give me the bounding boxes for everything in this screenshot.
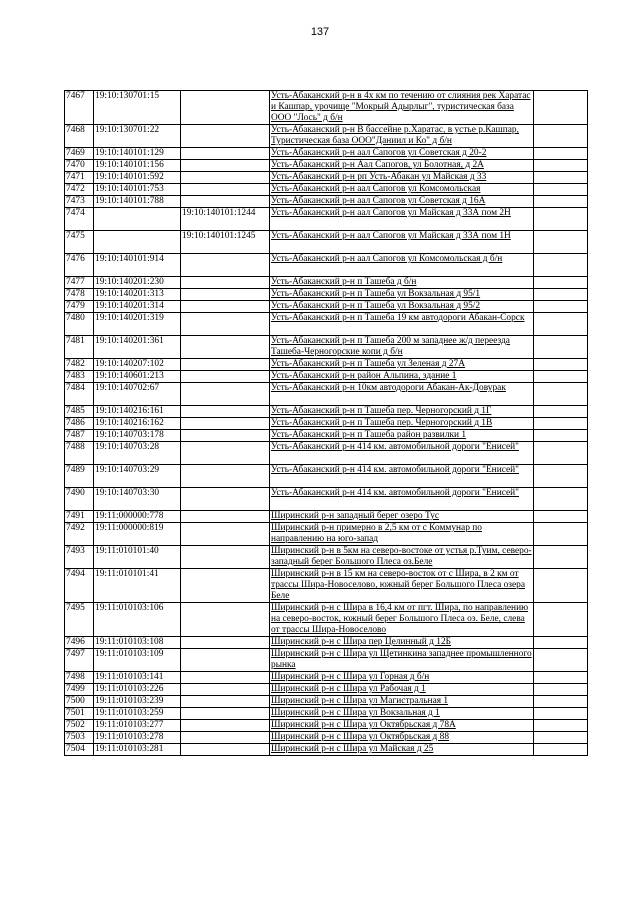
- empty-cell: [534, 637, 588, 649]
- table-row: [65, 125, 588, 148]
- table-row: [65, 720, 588, 732]
- empty-cell: [534, 546, 588, 569]
- row-number: 7468: [65, 125, 94, 148]
- address-cell: [270, 511, 534, 523]
- address-text: Усть-Абаканский р-н Аал Сапогов, ул Болотная, д 2А: [271, 160, 484, 170]
- cadastral-number: 19:10:140702:67: [94, 383, 181, 406]
- address-text: Усть-Абаканский р-н аал Сапогов ул Советская д 20-2: [271, 148, 487, 158]
- cadastral-number: 19:10:130701:15: [94, 91, 181, 125]
- address-cell: [270, 383, 534, 406]
- empty-cell: [534, 720, 588, 732]
- row-number: 7494: [65, 569, 94, 603]
- row-number: 7475: [65, 231, 94, 254]
- address-text: Ширинский р-н с Шира ул Октябрьская д 88: [271, 732, 450, 742]
- address-cell: [270, 418, 534, 430]
- cadastral-number: 19:11:000000:819: [94, 523, 181, 546]
- row-number: 7489: [65, 465, 94, 488]
- cadastral-number: 19:11:010103:141: [94, 672, 181, 684]
- address-text: Усть-Абаканский р-н 414 км. автомобильной дороги "Енисей": [271, 465, 519, 475]
- cadastral-number-alt: [181, 465, 270, 488]
- address-cell: [270, 196, 534, 208]
- empty-cell: [534, 523, 588, 546]
- empty-cell: [534, 184, 588, 196]
- table-row: [65, 208, 588, 231]
- cadastral-number-alt: 19:10:140101:1244: [181, 208, 270, 231]
- cadastral-number-alt: [181, 91, 270, 125]
- empty-cell: [534, 254, 588, 277]
- table-row: [65, 148, 588, 160]
- cadastral-number: 19:11:010103:106: [94, 603, 181, 637]
- address-text: Усть-Абаканский р-н аал Сапогов ул Комсомольская д б/н: [271, 254, 503, 264]
- empty-cell: [534, 744, 588, 756]
- empty-cell: [534, 732, 588, 744]
- address-cell: [270, 744, 534, 756]
- cadastral-number-alt: [181, 637, 270, 649]
- cadastral-number-alt: [181, 744, 270, 756]
- empty-cell: [534, 196, 588, 208]
- address-text: Усть-Абаканский р-н п Ташеба пер. Черногорский д 1Г: [271, 406, 492, 416]
- address-text: Ширинский р-н примерно в 2,5 км от с Коммунар по направлению на юго-запад: [271, 523, 482, 544]
- table-row: [65, 672, 588, 684]
- table-row: [65, 488, 588, 511]
- address-text: Ширинский р-н западный берег озеро Тус: [271, 511, 440, 521]
- address-cell: [270, 277, 534, 289]
- cadastral-number-alt: [181, 371, 270, 383]
- address-cell: [270, 313, 534, 336]
- cadastral-number: 19:10:140201:313: [94, 289, 181, 301]
- address-cell: [270, 465, 534, 488]
- table-row: [65, 732, 588, 744]
- row-number: 7484: [65, 383, 94, 406]
- address-text: Ширинский р-н в 15 км на северо-восток от с Шира, в 2 км от трассы Шира-Новоселово, южный берег Большого Плеса озера Беле: [271, 569, 525, 601]
- table-row: [65, 684, 588, 696]
- cadastral-number-alt: [181, 720, 270, 732]
- row-number: 7498: [65, 672, 94, 684]
- cadastral-number-alt: 19:10:140101:1245: [181, 231, 270, 254]
- row-number: 7495: [65, 603, 94, 637]
- row-number: 7497: [65, 649, 94, 672]
- address-cell: [270, 359, 534, 371]
- cadastral-number-alt: [181, 546, 270, 569]
- row-number: 7473: [65, 196, 94, 208]
- row-number: 7490: [65, 488, 94, 511]
- address-cell: [270, 208, 534, 231]
- empty-cell: [534, 383, 588, 406]
- address-text: Усть-Абаканский р-н 414 км. автомобильной дороги "Енисей": [271, 488, 519, 498]
- cadastral-number: 19:10:140703:29: [94, 465, 181, 488]
- table-row: [65, 184, 588, 196]
- address-text: Усть-Абаканский р-н п Ташеба 19 км автодороги Абакан-Сорск: [271, 313, 525, 323]
- table-row: [65, 301, 588, 313]
- cadastral-number-alt: [181, 649, 270, 672]
- address-cell: [270, 406, 534, 418]
- address-text: Ширинский р-н с Шира в 16,4 км от пгт. Шира, по направлению на северо-восток, южный берег Большого Плеса оз. Беле, слева от трассы Шира-Новоселово: [271, 603, 529, 635]
- address-text: Усть-Абаканский р-н п Ташеба район развилки 1: [271, 430, 467, 440]
- address-cell: [270, 708, 534, 720]
- cadastral-number-alt: [181, 160, 270, 172]
- empty-cell: [534, 301, 588, 313]
- address-text: Усть-Абаканский р-н рп Усть-Абакан ул Майская д 33: [271, 172, 487, 182]
- address-text: Усть-Абаканский р-н п Ташеба ул Вокзальная д 95/1: [271, 289, 481, 299]
- address-text: Усть-Абаканский р-н аал Сапогов ул Майская д 33А пом 1Н: [271, 231, 511, 241]
- address-cell: [270, 336, 534, 359]
- cadastral-number: 19:11:010103:226: [94, 684, 181, 696]
- row-number: 7469: [65, 148, 94, 160]
- cadastral-number-alt: [181, 125, 270, 148]
- table-row: [65, 523, 588, 546]
- cadastral-number: 19:10:140216:161: [94, 406, 181, 418]
- empty-cell: [534, 488, 588, 511]
- empty-cell: [534, 696, 588, 708]
- row-number: 7478: [65, 289, 94, 301]
- empty-cell: [534, 649, 588, 672]
- empty-cell: [534, 603, 588, 637]
- address-text: Ширинский р-н с Шира пер Целинный д 12Б: [271, 637, 452, 647]
- cadastral-number-alt: [181, 603, 270, 637]
- table-row: [65, 430, 588, 442]
- row-number: 7491: [65, 511, 94, 523]
- cadastral-number-alt: [181, 684, 270, 696]
- cadastral-number: 19:10:140703:178: [94, 430, 181, 442]
- table-row: [65, 603, 588, 637]
- empty-cell: [534, 569, 588, 603]
- address-cell: [270, 371, 534, 383]
- cadastral-number-alt: [181, 406, 270, 418]
- table-row: [65, 91, 588, 125]
- table-row: [65, 649, 588, 672]
- address-text: Ширинский р-н с Шира ул Рабочая д 1: [271, 684, 426, 694]
- row-number: 7477: [65, 277, 94, 289]
- cadastral-number: 19:10:140101:592: [94, 172, 181, 184]
- cadastral-number: 19:11:010103:277: [94, 720, 181, 732]
- cadastral-number: 19:11:010103:239: [94, 696, 181, 708]
- table-row: [65, 406, 588, 418]
- cadastral-number: 19:10:140216:162: [94, 418, 181, 430]
- row-number: 7496: [65, 637, 94, 649]
- row-number: 7502: [65, 720, 94, 732]
- cadastral-number-alt: [181, 511, 270, 523]
- row-number: 7476: [65, 254, 94, 277]
- cadastral-number: 19:11:010101:40: [94, 546, 181, 569]
- table-row: [65, 254, 588, 277]
- row-number: 7467: [65, 91, 94, 125]
- row-number: 7471: [65, 172, 94, 184]
- cadastral-number-alt: [181, 148, 270, 160]
- table-row: [65, 336, 588, 359]
- cadastral-number: 19:10:140703:28: [94, 442, 181, 465]
- table-row: [65, 160, 588, 172]
- address-cell: [270, 603, 534, 637]
- address-cell: [270, 488, 534, 511]
- empty-cell: [534, 336, 588, 359]
- cadastral-number: 19:10:130701:22: [94, 125, 181, 148]
- cadastral-number-alt: [181, 488, 270, 511]
- cadastral-number: 19:11:010103:259: [94, 708, 181, 720]
- address-cell: [270, 301, 534, 313]
- table-row: [65, 465, 588, 488]
- address-text: Ширинский р-н с Шира ул Щетинкина западнее промышленного рынка: [271, 649, 532, 670]
- address-cell: [270, 289, 534, 301]
- table-row: [65, 442, 588, 465]
- address-cell: [270, 696, 534, 708]
- row-number: 7479: [65, 301, 94, 313]
- cadastral-number-alt: [181, 254, 270, 277]
- address-cell: [270, 732, 534, 744]
- address-cell: [270, 125, 534, 148]
- address-cell: [270, 649, 534, 672]
- empty-cell: [534, 160, 588, 172]
- address-cell: [270, 430, 534, 442]
- address-text: Усть-Абаканский р-н 414 км. автомобильной дороги "Енисей": [271, 442, 519, 452]
- table-row: [65, 708, 588, 720]
- empty-cell: [534, 208, 588, 231]
- empty-cell: [534, 313, 588, 336]
- property-table: [64, 90, 588, 756]
- empty-cell: [534, 148, 588, 160]
- table-row: [65, 371, 588, 383]
- cadastral-number: 19:10:140101:156: [94, 160, 181, 172]
- row-number: 7499: [65, 684, 94, 696]
- row-number: 7500: [65, 696, 94, 708]
- address-cell: [270, 672, 534, 684]
- address-text: Ширинский р-н с Шира ул Вокзальная д 1: [271, 708, 440, 718]
- table-row: [65, 231, 588, 254]
- cadastral-number-alt: [181, 569, 270, 603]
- table-row: [65, 418, 588, 430]
- address-text: Ширинский р-н с Шира ул Магистральная 1: [271, 696, 449, 706]
- empty-cell: [534, 91, 588, 125]
- cadastral-number-alt: [181, 442, 270, 465]
- row-number: 7501: [65, 708, 94, 720]
- page-number: 137: [310, 26, 330, 38]
- empty-cell: [534, 442, 588, 465]
- row-number: 7487: [65, 430, 94, 442]
- empty-cell: [534, 371, 588, 383]
- empty-cell: [534, 289, 588, 301]
- address-text: Усть-Абаканский р-н аал Сапогов ул Советская д 16А: [271, 196, 486, 206]
- address-text: Усть-Абаканский р-н п Ташеба ул Вокзальная д 95/2: [271, 301, 481, 311]
- address-cell: [270, 91, 534, 125]
- address-text: Ширинский р-н в 5км на северо-востоке от устья р.Туим, северо-западный берег Большого Плеса оз.Беле: [271, 546, 532, 567]
- table-row: [65, 744, 588, 756]
- address-text: Усть-Абаканский р-н п Ташеба ул Зеленая д 27А: [271, 359, 466, 369]
- address-cell: [270, 442, 534, 465]
- table-row: [65, 359, 588, 371]
- empty-cell: [534, 359, 588, 371]
- cadastral-number-alt: [181, 708, 270, 720]
- address-text: Усть-Абаканский р-н район Альпина, здание 1: [271, 371, 457, 381]
- cadastral-number-alt: [181, 696, 270, 708]
- row-number: 7480: [65, 313, 94, 336]
- table-row: [65, 196, 588, 208]
- row-number: 7472: [65, 184, 94, 196]
- cadastral-number-alt: [181, 196, 270, 208]
- cadastral-number-alt: [181, 672, 270, 684]
- cadastral-number-alt: [181, 359, 270, 371]
- cadastral-number: 19:10:140201:361: [94, 336, 181, 359]
- cadastral-number-alt: [181, 277, 270, 289]
- cadastral-number-alt: [181, 418, 270, 430]
- table-row: [65, 172, 588, 184]
- address-text: Ширинский р-н с Шира ул Октябрьская д 78А: [271, 720, 456, 730]
- cadastral-number-alt: [181, 523, 270, 546]
- table-row: [65, 637, 588, 649]
- row-number: 7503: [65, 732, 94, 744]
- cadastral-number: 19:10:140101:753: [94, 184, 181, 196]
- address-cell: [270, 720, 534, 732]
- address-text: Усть-Абаканский р-н п Ташеба д б/н: [271, 277, 417, 287]
- cadastral-number: 19:11:010101:41: [94, 569, 181, 603]
- empty-cell: [534, 672, 588, 684]
- cadastral-number-alt: [181, 430, 270, 442]
- address-cell: [270, 254, 534, 277]
- row-number: 7488: [65, 442, 94, 465]
- address-text: Усть-Абаканский р-н п Ташеба 200 м западнее ж/д переезда Ташеба-Черногорские копи д б/н: [271, 336, 510, 357]
- address-text: Усть-Абаканский р-н 10км автодороги Абакан-Ак-Довурак: [271, 383, 506, 393]
- address-cell: [270, 546, 534, 569]
- row-number: 7486: [65, 418, 94, 430]
- cadastral-number: 19:11:010103:278: [94, 732, 181, 744]
- cadastral-number-alt: [181, 184, 270, 196]
- empty-cell: [534, 231, 588, 254]
- table-body: [65, 91, 588, 756]
- empty-cell: [534, 430, 588, 442]
- cadastral-number: [94, 231, 181, 254]
- table-row: [65, 313, 588, 336]
- cadastral-number-alt: [181, 313, 270, 336]
- table-row: [65, 383, 588, 406]
- row-number: 7504: [65, 744, 94, 756]
- address-text: Усть-Абаканский р-н в 4х км по течению от слияния рек Харатас и Кашпар, урочище "Мокрый Адырлыг", туристическая база ООО "Лось" д б/н: [271, 91, 531, 123]
- row-number: 7474: [65, 208, 94, 231]
- empty-cell: [534, 277, 588, 289]
- address-cell: [270, 569, 534, 603]
- empty-cell: [534, 406, 588, 418]
- empty-cell: [534, 684, 588, 696]
- cadastral-number: 19:10:140101:914: [94, 254, 181, 277]
- cadastral-number-alt: [181, 172, 270, 184]
- table-row: [65, 277, 588, 289]
- table-row: [65, 546, 588, 569]
- row-number: 7482: [65, 359, 94, 371]
- empty-cell: [534, 418, 588, 430]
- cadastral-number: 19:10:140201:230: [94, 277, 181, 289]
- cadastral-number: 19:10:140207:102: [94, 359, 181, 371]
- address-text: Усть-Абаканский р-н п Ташеба пер. Черногорский д 1В: [271, 418, 493, 428]
- address-cell: [270, 523, 534, 546]
- address-text: Ширинский р-н с Шира ул Майская д 25: [271, 744, 434, 754]
- cadastral-number: 19:10:140101:129: [94, 148, 181, 160]
- empty-cell: [534, 172, 588, 184]
- address-cell: [270, 148, 534, 160]
- cadastral-number-alt: [181, 301, 270, 313]
- cadastral-number-alt: [181, 732, 270, 744]
- empty-cell: [534, 465, 588, 488]
- table-row: [65, 511, 588, 523]
- row-number: 7485: [65, 406, 94, 418]
- address-cell: [270, 637, 534, 649]
- cadastral-number-alt: [181, 383, 270, 406]
- empty-cell: [534, 511, 588, 523]
- row-number: 7492: [65, 523, 94, 546]
- address-text: Усть-Абаканский р-н аал Сапогов ул Майская д 33А пом 2Н: [271, 208, 511, 218]
- address-cell: [270, 684, 534, 696]
- cadastral-number: 19:11:010103:281: [94, 744, 181, 756]
- cadastral-number: [94, 208, 181, 231]
- row-number: 7493: [65, 546, 94, 569]
- row-number: 7470: [65, 160, 94, 172]
- empty-cell: [534, 125, 588, 148]
- cadastral-number-alt: [181, 336, 270, 359]
- table-row: [65, 696, 588, 708]
- address-cell: [270, 160, 534, 172]
- address-cell: [270, 172, 534, 184]
- cadastral-number: 19:10:140201:319: [94, 313, 181, 336]
- address-text: Усть-Абаканский р-н аал Сапогов ул Комсомольская: [271, 184, 481, 194]
- address-cell: [270, 184, 534, 196]
- row-number: 7481: [65, 336, 94, 359]
- row-number: 7483: [65, 371, 94, 383]
- table-row: [65, 289, 588, 301]
- cadastral-number: 19:10:140601:213: [94, 371, 181, 383]
- address-text: Усть-Абаканский р-н В бассейне р.Харатас, в устье р.Кашпар, Туристическая база ООО"Даниил и Ко" д б/н: [271, 125, 519, 146]
- cadastral-number: 19:10:140201:314: [94, 301, 181, 313]
- cadastral-number: 19:11:010103:109: [94, 649, 181, 672]
- address-cell: [270, 231, 534, 254]
- cadastral-number: 19:11:010103:108: [94, 637, 181, 649]
- cadastral-number: 19:10:140101:788: [94, 196, 181, 208]
- cadastral-number: 19:10:140703:30: [94, 488, 181, 511]
- empty-cell: [534, 708, 588, 720]
- cadastral-number-alt: [181, 289, 270, 301]
- address-text: Ширинский р-н с Шира ул Горная д б/н: [271, 672, 430, 682]
- table-row: [65, 569, 588, 603]
- cadastral-number: 19:11:000000:778: [94, 511, 181, 523]
